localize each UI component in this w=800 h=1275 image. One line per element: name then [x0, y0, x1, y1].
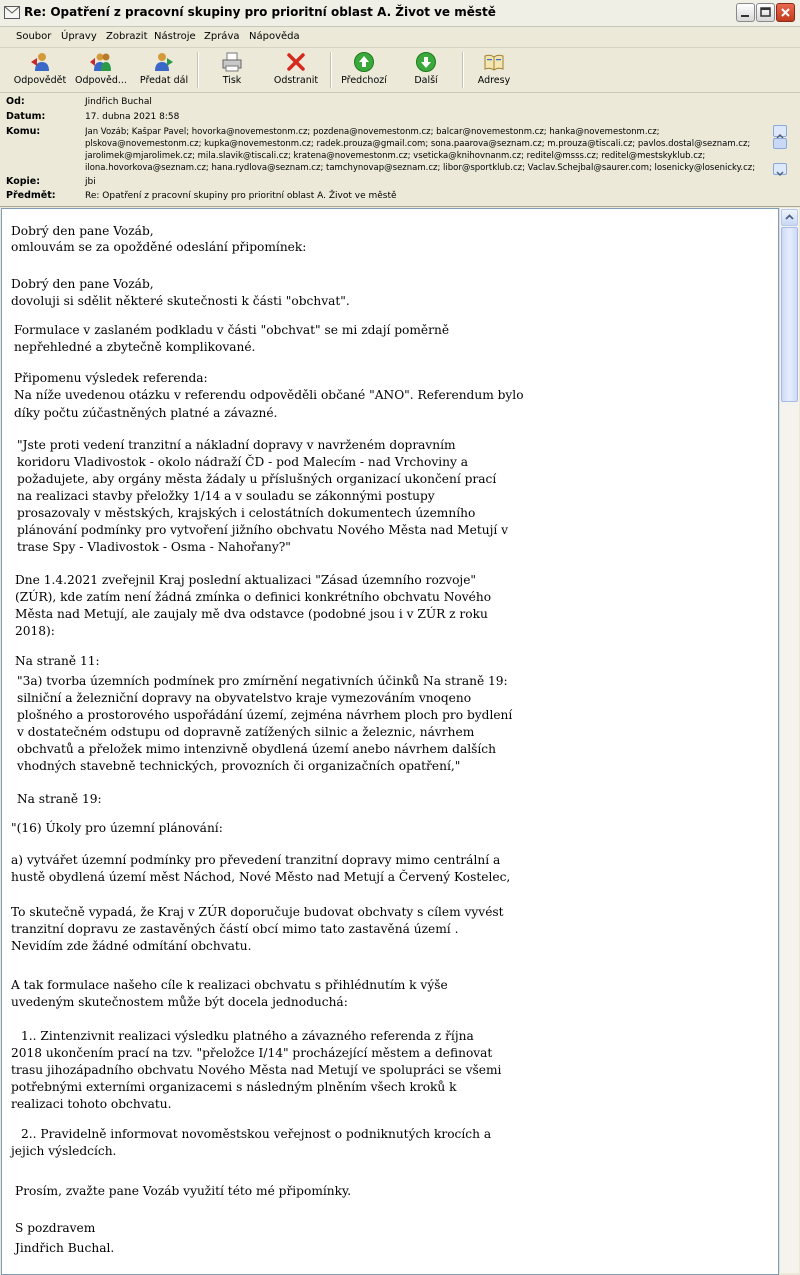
body-line: trasu jihozápadního obchvatu Nového Města nad Metují ve spolupráci se všemi [11, 1063, 502, 1077]
body-line: Dne 1.4.2021 zveřejnil Kraj poslední aktualizaci "Zásad územního rozvoje" [15, 573, 477, 587]
previous-button[interactable]: Předchozí [338, 48, 390, 92]
body-line: 2.. Pravidelně informovat novoměstskou veřejnost o podniknutých krocích a [21, 1127, 492, 1141]
toolbar [0, 48, 800, 93]
close-window-button[interactable] [776, 3, 795, 22]
to-recipients-line: Jan Vozáb; Kašpar Pavel; hovorka@novemestonm.cz; pozdena@novemestonm.cz; balcar@novemestonm.cz; hanka@novemestonm.cz; [85, 127, 660, 137]
body-line: Připomenu výsledek referenda: [14, 371, 208, 385]
body-line: Dobrý den pane Vozáb, [11, 277, 154, 291]
forward-button[interactable]: Předat dál [138, 48, 190, 92]
body-line: trase Spy - Vladivostok - Osma - Nahořany?" [17, 540, 291, 554]
scroll-down-button[interactable] [773, 163, 787, 175]
body-line: koridoru Vladivostok - okolo nádraží ČD - pod Malecím - nad Vrchoviny a [17, 455, 469, 469]
body-line: "(16) Úkoly pro územní plánování: [11, 821, 223, 835]
body-line: To skutečně vypadá, že Kraj v ZÚR doporučuje budovat obchvaty s cílem vyvést [11, 905, 504, 919]
body-line: dovoluji si sdělit některé skutečnosti k části "obchvat". [11, 294, 350, 308]
body-line: obchvatů a přeložek mimo intenzivně obydlená území anebo návrhem dalších [17, 742, 496, 756]
scroll-thumb[interactable] [773, 138, 787, 149]
title-bar [0, 0, 800, 27]
body-line: hustě obydlená území měst Náchod, Nové Město nad Metují a Červený Kostelec, [11, 870, 511, 884]
body-line: a) vytvářet územní podmínky pro převedení tranzitní dopravy mimo centrální a [11, 853, 501, 867]
message-body[interactable] [1, 208, 779, 1275]
body-line: 2018): [15, 624, 55, 638]
body-line: Města nad Metují, ale zaujaly mě dva odstavce (podobné jsou i v ZÚR z roku [15, 607, 488, 621]
body-line: Dobrý den pane Vozáb, [11, 224, 154, 238]
body-line: silniční a železniční dopravy na obyvatelstvo kraje vymezováním vnoqeno [17, 691, 472, 705]
body-line: v dostatečném odstupu od dopravně zatížených silnic a železnic, návrhem [17, 725, 475, 739]
reply-button[interactable]: Odpovědět [12, 48, 68, 92]
body-line: Na straně 19: [17, 792, 102, 806]
addresses-button[interactable]: Adresy [472, 48, 516, 92]
body-line: uvedeným skutečnostem může být docela jednoduchá: [11, 995, 348, 1009]
reply-icon [29, 51, 51, 73]
body-line: vhodných stavebně technických, provozních či organizačních opatření," [17, 759, 461, 773]
body-line: 2018 ukončením prací na tzv. "přeložce I/14" procházející městem a definovat [11, 1046, 493, 1060]
delete-icon [285, 51, 307, 73]
chevron-up-icon [782, 210, 797, 225]
to-label: Komu: [6, 126, 41, 137]
body-line: díky počtu zúčastněných platné a závazné. [14, 406, 278, 420]
body-line: plošného a prostorového uspořádání území, zejména návrhem ploch pro bydlení [17, 708, 513, 722]
arrow-down-icon [415, 51, 437, 73]
next-button[interactable]: Další [404, 48, 448, 92]
body-line: Na straně 11: [15, 654, 100, 668]
body-line: tranzitní dopravu ze zastavěných částí obcí mimo tato zastavěná území . [11, 922, 459, 936]
maximize-button[interactable] [756, 3, 775, 22]
window-title: Re: Opatření z pracovní skupiny pro prioritní oblast A. Život ve městě [24, 5, 496, 19]
body-line: realizaci tohoto obchvatu. [11, 1097, 172, 1111]
address-book-icon [483, 51, 505, 73]
body-line: A tak formulace našeho cíle k realizaci obchvatu s přihlédnutím k výše [11, 978, 448, 992]
scroll-thumb[interactable] [781, 227, 798, 402]
body-line: Na níže uvedenou otázku v referendu odpověděli občané "ANO". Referendum bylo [14, 388, 524, 402]
body-line: 1.. Zintenzivnit realizaci výsledku platného a závazného referenda z října [21, 1029, 474, 1043]
minimize-button[interactable] [736, 3, 755, 22]
toolbar-separator [330, 52, 332, 88]
menu-zobrazit[interactable]: Zobrazit [106, 31, 148, 42]
print-button[interactable]: Tisk [210, 48, 254, 92]
body-line: na realizaci stavby přeložky 1/14 a v souladu se zákonnými postupy [17, 489, 435, 503]
delete-button[interactable]: Odstranit [270, 48, 322, 92]
body-line: omlouvám se za opožděné odeslání připomínek: [11, 240, 307, 254]
body-scrollbar[interactable] [779, 208, 799, 1273]
toolbar-separator [462, 52, 464, 88]
maximize-icon [757, 4, 774, 21]
body-line: Jindřich Buchal. [15, 1241, 115, 1255]
body-line: "3a) tvorba územních podmínek pro zmírnění negativních účinků Na straně 19: [17, 674, 508, 688]
printer-icon [221, 51, 243, 73]
body-line: Formulace v zaslaném podkladu v části "obchvat" se mi zdají poměrně [14, 323, 450, 337]
reply-all-icon [90, 51, 112, 73]
message-headers [0, 93, 800, 207]
body-line: "Jste proti vedení tranzitní a nákladní dopravy v navrženém dopravním [17, 438, 456, 452]
menu-zprava[interactable]: Zpráva [204, 31, 240, 42]
body-line: prosazovaly v městských, krajských i celostátních dokumentech územního [17, 506, 476, 520]
menu-bar [0, 27, 800, 48]
menu-nastroje[interactable]: Nástroje [154, 31, 196, 42]
recipients-scrollbar[interactable] [773, 125, 787, 175]
cc-label: Kopie: [6, 176, 41, 187]
menu-napoveda[interactable]: Nápověda [249, 31, 300, 42]
cc-value: jbi [85, 177, 96, 187]
body-line: Nevidím zde žádné odmítání obchvatu. [11, 939, 252, 953]
body-line: potřebnými externími organizacemi s následným plněním všech kroků k [11, 1080, 457, 1094]
body-line: nepřehledné a zbytečně komplikované. [14, 340, 256, 354]
body-line: plánování podmínky pro vytvoření jižního obchvatu Nového Města nad Metují v [17, 523, 509, 537]
forward-icon [153, 51, 175, 73]
close-icon [777, 4, 794, 21]
subject-label: Předmět: [6, 190, 56, 201]
arrow-up-icon [353, 51, 375, 73]
reply-all-button[interactable]: Odpověd... [70, 48, 132, 92]
toolbar-separator [197, 52, 199, 88]
from-value: Jindřich Buchal [85, 97, 152, 107]
subject-value: Re: Opatření z pracovní skupiny pro prioritní oblast A. Život ve městě [85, 191, 397, 201]
to-recipients-line: ilona.hovorkova@seznam.cz; hana.rydlova@seznam.cz; tamchynovap@seznam.cz; libor@sportklub.cz; Vaclav.Schejbal@saurer.com; losenicky@losenicky.cz; [85, 163, 756, 173]
to-recipients-line: jarolimek@mjarolimek.cz; mila.slavik@tiscali.cz; kratena@novemestonm.cz; vseticka@knihovnanm.cz; reditel@msss.cz; reditel@mestskyklub.cz; [85, 151, 706, 161]
menu-upravy[interactable]: Úpravy [61, 31, 97, 42]
menu-soubor[interactable]: Soubor [16, 31, 52, 42]
from-label: Od: [6, 96, 25, 107]
body-line: Prosím, zvažte pane Vozáb využití této mé připomínky. [15, 1184, 352, 1198]
date-value: 17. dubna 2021 8:58 [85, 112, 180, 122]
envelope-icon [4, 6, 20, 19]
body-line: jejich výsledcích. [11, 1144, 117, 1158]
date-label: Datum: [6, 111, 46, 122]
chevron-down-icon [774, 169, 786, 179]
scroll-up-button[interactable] [781, 209, 798, 226]
minimize-icon [737, 4, 754, 21]
scroll-up-button[interactable] [773, 125, 787, 137]
body-line: požadujete, aby orgány města žádaly u příslušných organizací ukončení prací [17, 472, 497, 486]
body-line: S pozdravem [15, 1221, 96, 1235]
body-line: (ZÚR), kde zatím není žádná zmínka o definici konkrétního obchvatu Nového [15, 590, 492, 604]
to-recipients-line: plskova@novemestonm.cz; kupka@novemestonm.cz; radek.prouza@gmail.com; sona.paarova@seznam.cz; m.prouza@tiscali.cz; pavlos.dostal@seznam.cz; [85, 139, 751, 149]
